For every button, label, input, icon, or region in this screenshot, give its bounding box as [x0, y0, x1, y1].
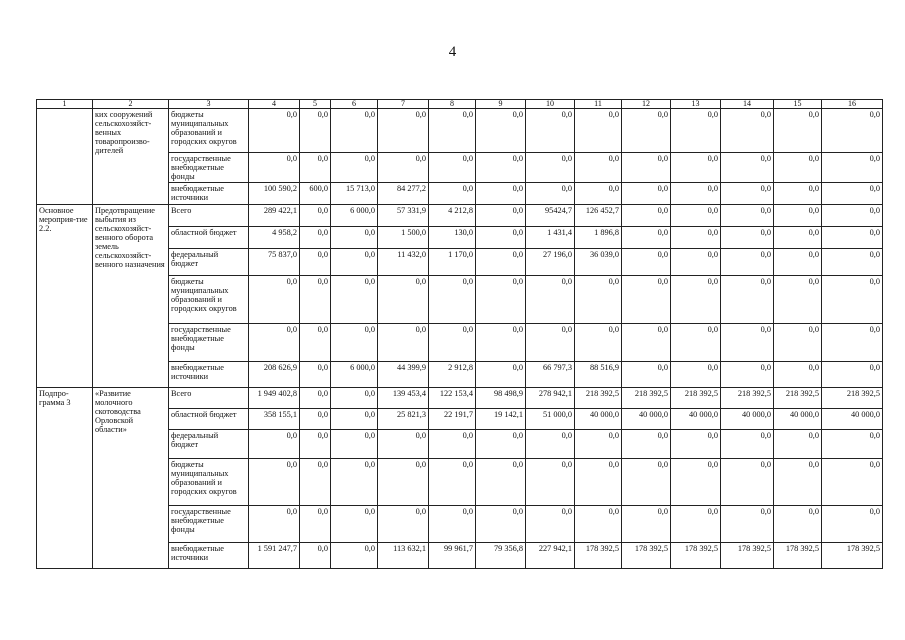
column-number-cell: 11	[575, 100, 622, 109]
funding-source-cell: государственные внебюджетные фонды	[169, 153, 249, 183]
amount-cell: 95424,7	[526, 205, 575, 227]
amount-cell: 0,0	[671, 506, 721, 543]
column-number-cell: 10	[526, 100, 575, 109]
amount-cell: 0,0	[300, 388, 331, 409]
amount-cell: 1 500,0	[378, 227, 429, 249]
amount-cell: 40 000,0	[575, 409, 622, 430]
amount-cell: 57 331,9	[378, 205, 429, 227]
amount-cell: 0,0	[822, 153, 883, 183]
amount-cell: 0,0	[671, 276, 721, 324]
amount-cell: 6 000,0	[331, 205, 378, 227]
amount-cell: 0,0	[671, 459, 721, 506]
amount-cell: 178 392,5	[671, 543, 721, 569]
amount-cell: 0,0	[721, 324, 774, 362]
amount-cell: 0,0	[671, 205, 721, 227]
amount-cell: 0,0	[822, 109, 883, 153]
amount-cell: 0,0	[721, 430, 774, 459]
amount-cell: 289 422,1	[249, 205, 300, 227]
amount-cell: 0,0	[575, 153, 622, 183]
column-number-cell: 4	[249, 100, 300, 109]
amount-cell: 0,0	[429, 430, 476, 459]
amount-cell: 0,0	[622, 109, 671, 153]
amount-cell: 0,0	[476, 153, 526, 183]
table-row	[37, 388, 883, 409]
amount-cell: 0,0	[822, 430, 883, 459]
amount-cell: 0,0	[476, 324, 526, 362]
amount-cell: 0,0	[671, 249, 721, 276]
amount-cell: 0,0	[671, 362, 721, 388]
table-row	[37, 109, 883, 153]
amount-cell: 0,0	[774, 459, 822, 506]
funding-source-cell: внебюджетные источники	[169, 183, 249, 205]
amount-cell: 0,0	[476, 227, 526, 249]
amount-cell: 0,0	[774, 324, 822, 362]
amount-cell: 79 356,8	[476, 543, 526, 569]
column-number-cell: 1	[37, 100, 93, 109]
amount-cell: 40 000,0	[721, 409, 774, 430]
amount-cell: 126 452,7	[575, 205, 622, 227]
amount-cell: 0,0	[721, 459, 774, 506]
amount-cell: 218 392,5	[622, 388, 671, 409]
amount-cell: 113 632,1	[378, 543, 429, 569]
amount-cell: 0,0	[822, 249, 883, 276]
column-number-cell: 12	[622, 100, 671, 109]
amount-cell: 0,0	[526, 153, 575, 183]
amount-cell: 0,0	[331, 276, 378, 324]
amount-cell: 0,0	[378, 459, 429, 506]
column-number-cell: 9	[476, 100, 526, 109]
amount-cell: 0,0	[300, 362, 331, 388]
amount-cell: 0,0	[622, 227, 671, 249]
amount-cell: 0,0	[721, 183, 774, 205]
amount-cell: 0,0	[721, 227, 774, 249]
amount-cell: 0,0	[774, 183, 822, 205]
amount-cell: 66 797,3	[526, 362, 575, 388]
amount-cell: 15 713,0	[331, 183, 378, 205]
funding-source-cell: Всего	[169, 205, 249, 227]
amount-cell: 0,0	[622, 459, 671, 506]
amount-cell: 0,0	[526, 324, 575, 362]
amount-cell: 0,0	[575, 183, 622, 205]
amount-cell: 0,0	[331, 227, 378, 249]
amount-cell: 0,0	[575, 506, 622, 543]
amount-cell: 0,0	[476, 362, 526, 388]
amount-cell: 0,0	[429, 183, 476, 205]
amount-cell: 0,0	[300, 205, 331, 227]
activity-name-cell	[37, 109, 93, 205]
amount-cell: 0,0	[429, 324, 476, 362]
activity-description-cell: «Развитие молочного скотоводства Орловской области»	[93, 388, 169, 569]
amount-cell: 0,0	[476, 205, 526, 227]
amount-cell: 0,0	[526, 276, 575, 324]
amount-cell: 0,0	[331, 506, 378, 543]
amount-cell: 0,0	[622, 183, 671, 205]
amount-cell: 0,0	[622, 205, 671, 227]
amount-cell: 0,0	[300, 430, 331, 459]
amount-cell: 0,0	[249, 109, 300, 153]
amount-cell: 0,0	[721, 362, 774, 388]
amount-cell: 0,0	[721, 153, 774, 183]
amount-cell: 0,0	[378, 109, 429, 153]
amount-cell: 0,0	[822, 459, 883, 506]
budget-table	[36, 99, 883, 569]
funding-source-cell: внебюджетные источники	[169, 362, 249, 388]
amount-cell: 0,0	[774, 249, 822, 276]
amount-cell: 0,0	[300, 276, 331, 324]
amount-cell: 0,0	[331, 409, 378, 430]
amount-cell: 0,0	[822, 205, 883, 227]
amount-cell: 0,0	[476, 430, 526, 459]
amount-cell: 0,0	[249, 430, 300, 459]
amount-cell: 0,0	[300, 324, 331, 362]
column-number-cell: 16	[822, 100, 883, 109]
amount-cell: 40 000,0	[774, 409, 822, 430]
amount-cell: 0,0	[774, 227, 822, 249]
amount-cell: 0,0	[300, 249, 331, 276]
amount-cell: 0,0	[774, 506, 822, 543]
activity-description-cell: Предотвращение выбытия из сельскохозяйст-венного оборота земель сельскохозяйст-венного назначения	[93, 205, 169, 388]
amount-cell: 0,0	[249, 506, 300, 543]
amount-cell: 0,0	[822, 227, 883, 249]
amount-cell: 122 153,4	[429, 388, 476, 409]
amount-cell: 0,0	[476, 109, 526, 153]
funding-source-cell: государственные внебюджетные фонды	[169, 324, 249, 362]
amount-cell: 100 590,2	[249, 183, 300, 205]
amount-cell: 0,0	[476, 276, 526, 324]
amount-cell: 0,0	[331, 459, 378, 506]
amount-cell: 22 191,7	[429, 409, 476, 430]
amount-cell: 0,0	[671, 153, 721, 183]
amount-cell: 208 626,9	[249, 362, 300, 388]
amount-cell: 0,0	[622, 276, 671, 324]
amount-cell: 0,0	[331, 388, 378, 409]
amount-cell: 0,0	[622, 430, 671, 459]
table-row	[37, 205, 883, 227]
amount-cell: 227 942,1	[526, 543, 575, 569]
amount-cell: 0,0	[526, 109, 575, 153]
amount-cell: 0,0	[671, 183, 721, 205]
amount-cell: 0,0	[822, 362, 883, 388]
amount-cell: 0,0	[331, 324, 378, 362]
amount-cell: 0,0	[249, 276, 300, 324]
funding-source-cell: бюджеты муниципальных образований и городских округов	[169, 276, 249, 324]
amount-cell: 0,0	[249, 324, 300, 362]
amount-cell: 178 392,5	[622, 543, 671, 569]
amount-cell: 0,0	[575, 430, 622, 459]
amount-cell: 1 896,8	[575, 227, 622, 249]
amount-cell: 1 170,0	[429, 249, 476, 276]
amount-cell: 218 392,5	[575, 388, 622, 409]
amount-cell: 0,0	[476, 459, 526, 506]
amount-cell: 0,0	[429, 153, 476, 183]
page-number: 4	[448, 44, 457, 60]
amount-cell: 0,0	[378, 276, 429, 324]
amount-cell: 75 837,0	[249, 249, 300, 276]
amount-cell: 218 392,5	[671, 388, 721, 409]
amount-cell: 0,0	[378, 324, 429, 362]
amount-cell: 99 961,7	[429, 543, 476, 569]
amount-cell: 0,0	[378, 506, 429, 543]
amount-cell: 0,0	[671, 324, 721, 362]
amount-cell: 0,0	[671, 227, 721, 249]
amount-cell: 0,0	[622, 153, 671, 183]
amount-cell: 0,0	[331, 153, 378, 183]
amount-cell: 278 942,1	[526, 388, 575, 409]
funding-source-cell: государственные внебюджетные фонды	[169, 506, 249, 543]
funding-source-cell: федеральный бюджет	[169, 430, 249, 459]
amount-cell: 0,0	[822, 276, 883, 324]
amount-cell: 0,0	[331, 543, 378, 569]
amount-cell: 0,0	[429, 109, 476, 153]
amount-cell: 0,0	[331, 249, 378, 276]
amount-cell: 40 000,0	[622, 409, 671, 430]
amount-cell: 178 392,5	[822, 543, 883, 569]
amount-cell: 0,0	[622, 506, 671, 543]
amount-cell: 0,0	[378, 430, 429, 459]
amount-cell: 27 196,0	[526, 249, 575, 276]
column-number-cell: 8	[429, 100, 476, 109]
amount-cell: 139 453,4	[378, 388, 429, 409]
amount-cell: 51 000,0	[526, 409, 575, 430]
amount-cell: 218 392,5	[822, 388, 883, 409]
amount-cell: 0,0	[721, 276, 774, 324]
amount-cell: 2 912,8	[429, 362, 476, 388]
amount-cell: 0,0	[622, 249, 671, 276]
funding-source-cell: областной бюджет	[169, 227, 249, 249]
activity-name-cell: Подпро-грамма 3	[37, 388, 93, 569]
amount-cell: 0,0	[774, 430, 822, 459]
funding-source-cell: федеральный бюджет	[169, 249, 249, 276]
amount-cell: 0,0	[429, 459, 476, 506]
amount-cell: 0,0	[476, 249, 526, 276]
amount-cell: 0,0	[300, 543, 331, 569]
column-number-cell: 6	[331, 100, 378, 109]
amount-cell: 0,0	[526, 430, 575, 459]
funding-source-cell: Всего	[169, 388, 249, 409]
amount-cell: 4 958,2	[249, 227, 300, 249]
amount-cell: 0,0	[822, 506, 883, 543]
amount-cell: 178 392,5	[721, 543, 774, 569]
amount-cell: 0,0	[331, 109, 378, 153]
amount-cell: 0,0	[774, 276, 822, 324]
amount-cell: 218 392,5	[774, 388, 822, 409]
amount-cell: 1 949 402,8	[249, 388, 300, 409]
amount-cell: 1 591 247,7	[249, 543, 300, 569]
amount-cell: 0,0	[822, 324, 883, 362]
amount-cell: 11 432,0	[378, 249, 429, 276]
amount-cell: 0,0	[249, 459, 300, 506]
amount-cell: 44 399,9	[378, 362, 429, 388]
amount-cell: 0,0	[300, 409, 331, 430]
amount-cell: 1 431,4	[526, 227, 575, 249]
amount-cell: 0,0	[575, 109, 622, 153]
amount-cell: 0,0	[622, 324, 671, 362]
column-number-row	[37, 100, 883, 109]
amount-cell: 6 000,0	[331, 362, 378, 388]
amount-cell: 0,0	[671, 430, 721, 459]
amount-cell: 0,0	[575, 459, 622, 506]
amount-cell: 98 498,9	[476, 388, 526, 409]
amount-cell: 0,0	[622, 362, 671, 388]
amount-cell: 0,0	[721, 205, 774, 227]
amount-cell: 0,0	[476, 506, 526, 543]
column-number-cell: 5	[300, 100, 331, 109]
funding-source-cell: бюджеты муниципальных образований и городских округов	[169, 459, 249, 506]
amount-cell: 0,0	[300, 153, 331, 183]
activity-description-cell: ких сооружений сельскохозяйст-венных товаропроизво-дителей	[93, 109, 169, 205]
amount-cell: 84 277,2	[378, 183, 429, 205]
column-number-cell: 15	[774, 100, 822, 109]
amount-cell: 0,0	[300, 227, 331, 249]
amount-cell: 0,0	[671, 109, 721, 153]
amount-cell: 600,0	[300, 183, 331, 205]
amount-cell: 0,0	[300, 506, 331, 543]
column-number-cell: 2	[93, 100, 169, 109]
amount-cell: 0,0	[822, 183, 883, 205]
amount-cell: 36 039,0	[575, 249, 622, 276]
table-body	[37, 100, 883, 569]
amount-cell: 0,0	[331, 430, 378, 459]
funding-source-cell: областной бюджет	[169, 409, 249, 430]
amount-cell: 0,0	[526, 183, 575, 205]
amount-cell: 0,0	[774, 153, 822, 183]
column-number-cell: 3	[169, 100, 249, 109]
column-number-cell: 13	[671, 100, 721, 109]
amount-cell: 0,0	[300, 459, 331, 506]
amount-cell: 0,0	[300, 109, 331, 153]
amount-cell: 0,0	[526, 459, 575, 506]
amount-cell: 0,0	[721, 249, 774, 276]
amount-cell: 4 212,8	[429, 205, 476, 227]
amount-cell: 0,0	[575, 276, 622, 324]
amount-cell: 0,0	[575, 324, 622, 362]
amount-cell: 0,0	[429, 506, 476, 543]
amount-cell: 0,0	[378, 153, 429, 183]
amount-cell: 25 821,3	[378, 409, 429, 430]
amount-cell: 0,0	[721, 506, 774, 543]
amount-cell: 0,0	[774, 205, 822, 227]
funding-source-cell: внебюджетные источники	[169, 543, 249, 569]
amount-cell: 88 516,9	[575, 362, 622, 388]
amount-cell: 40 000,0	[671, 409, 721, 430]
column-number-cell: 14	[721, 100, 774, 109]
amount-cell: 178 392,5	[774, 543, 822, 569]
funding-source-cell: бюджеты муниципальных образований и городских округов	[169, 109, 249, 153]
amount-cell: 178 392,5	[575, 543, 622, 569]
amount-cell: 130,0	[429, 227, 476, 249]
amount-cell: 358 155,1	[249, 409, 300, 430]
amount-cell: 0,0	[774, 109, 822, 153]
amount-cell: 0,0	[429, 276, 476, 324]
amount-cell: 218 392,5	[721, 388, 774, 409]
amount-cell: 0,0	[476, 183, 526, 205]
amount-cell: 0,0	[774, 362, 822, 388]
amount-cell: 0,0	[526, 506, 575, 543]
amount-cell: 0,0	[721, 109, 774, 153]
amount-cell: 40 000,0	[822, 409, 883, 430]
column-number-cell: 7	[378, 100, 429, 109]
amount-cell: 19 142,1	[476, 409, 526, 430]
amount-cell: 0,0	[249, 153, 300, 183]
activity-name-cell: Основное мероприя-тие 2.2.	[37, 205, 93, 388]
